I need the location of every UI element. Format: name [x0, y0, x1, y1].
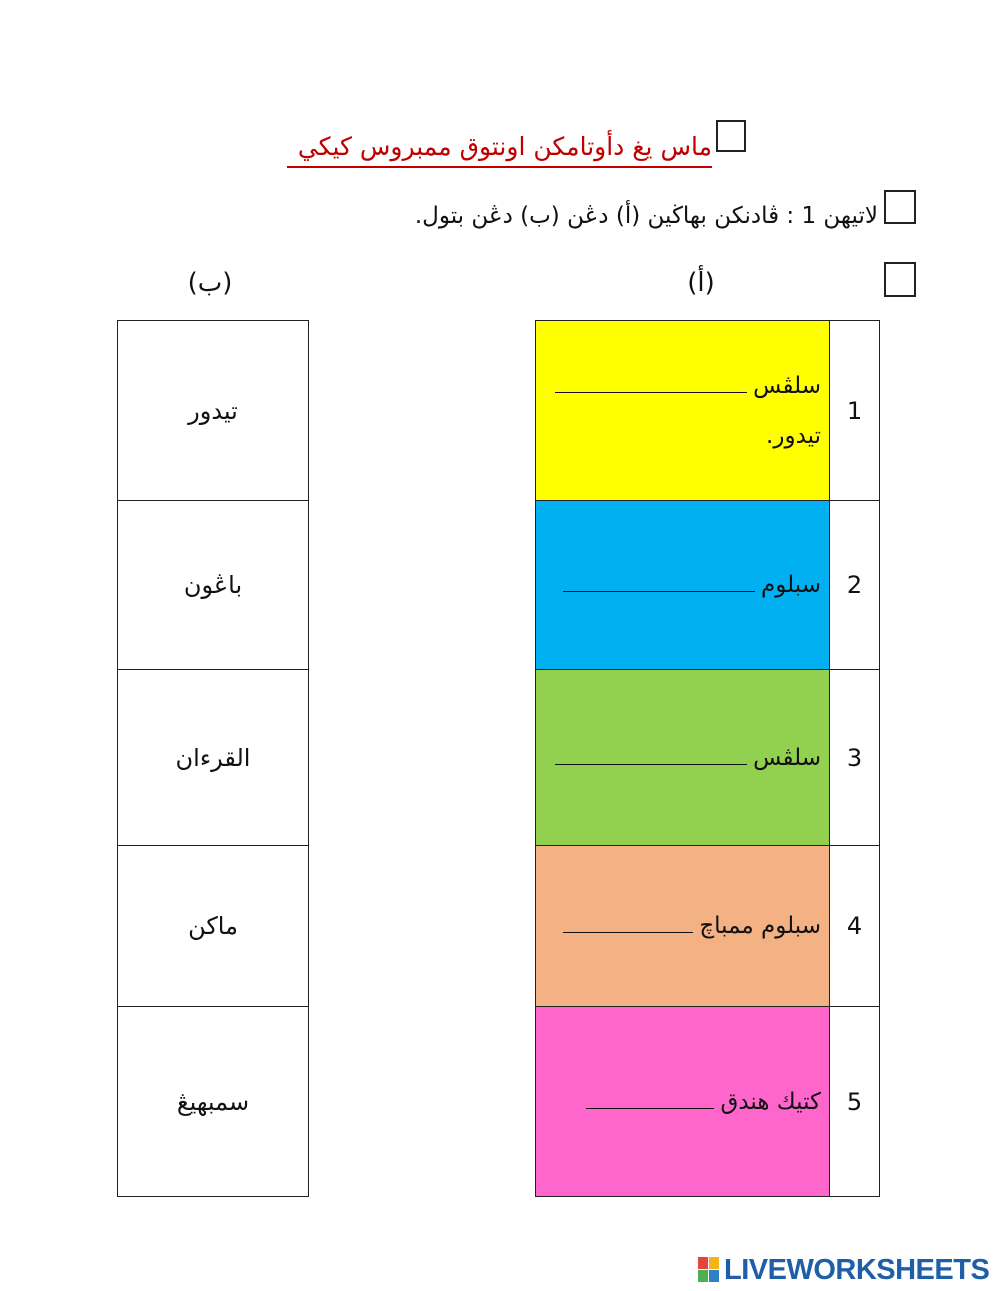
instruction-checkbox[interactable] — [884, 190, 916, 224]
question-text — [544, 901, 821, 951]
question-text — [544, 560, 821, 610]
question-prompt: سلڤس — [753, 372, 821, 399]
answer-blank[interactable] — [563, 914, 693, 933]
answer-option[interactable]: باڠون — [117, 500, 309, 670]
question-text — [544, 361, 821, 461]
answer-blank[interactable] — [555, 746, 747, 765]
question-cell — [535, 1006, 830, 1197]
column-a-heading: (أ) — [687, 268, 715, 298]
answer-option[interactable]: القرءان — [117, 669, 309, 846]
extra-checkbox[interactable] — [884, 262, 916, 297]
answer-blank[interactable] — [586, 1090, 714, 1109]
question-text — [544, 1077, 821, 1127]
question-cell — [535, 669, 830, 846]
question-prompt: سلڤس — [753, 744, 821, 771]
question-continuation: تيدور. — [766, 422, 821, 449]
question-prompt: سبلوم — [761, 572, 821, 598]
question-prompt: كتيك هندق — [720, 1088, 821, 1115]
question-prompt: سبلوم ممباچ — [699, 913, 821, 939]
answer-blank[interactable] — [563, 573, 755, 592]
brand-name: LIVEWORKSHEETS — [724, 1253, 990, 1286]
liveworksheets-logo-icon — [698, 1257, 720, 1283]
answer-option[interactable]: تيدور — [117, 320, 309, 501]
worksheet-title: ماس يغ دأوتامكن اونتوق ممبروس كيكي — [287, 128, 712, 168]
liveworksheets-logo — [698, 1254, 989, 1286]
question-cell — [535, 320, 830, 501]
row-number: 4 — [829, 845, 880, 1007]
answer-blank[interactable] — [555, 374, 747, 393]
row-number: 3 — [829, 669, 880, 846]
question-text — [544, 733, 821, 783]
row-number: 1 — [829, 320, 880, 501]
title-checkbox[interactable] — [716, 120, 746, 152]
question-cell — [535, 500, 830, 670]
row-number: 5 — [829, 1006, 880, 1197]
column-b-heading: (ب) — [187, 268, 233, 298]
answer-option[interactable]: ماكن — [117, 845, 309, 1007]
answer-option[interactable]: سمبهيڠ — [117, 1006, 309, 1197]
row-number: 2 — [829, 500, 880, 670]
instruction-text: لاتيهن 1 : ڤادنكن بهاڬين (أ) دڠن (ب) دڠن بتول. — [414, 203, 878, 229]
question-cell — [535, 845, 830, 1007]
